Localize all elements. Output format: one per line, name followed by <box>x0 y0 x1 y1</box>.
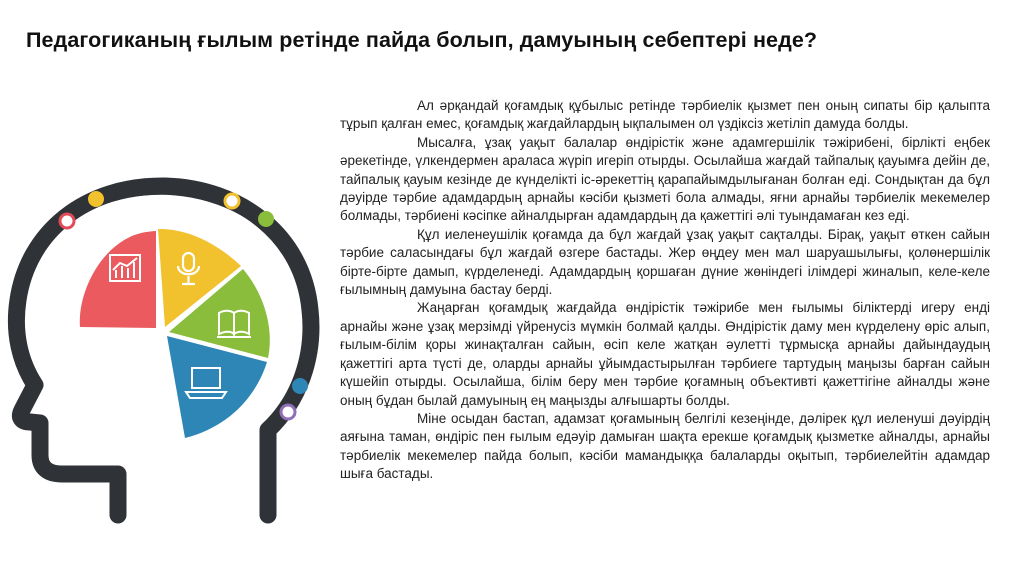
head-infographic <box>0 0 340 574</box>
orbit-dot-red <box>60 214 74 228</box>
orbit-dot-purple <box>281 405 295 419</box>
paragraph: Ал әрқандай қоғамдық құбылыс ретінде тәрбиелік қызмет пен оның сипаты бір қалыпта тұрып қалған емес, қоғамдық жағдайлардың ықпалымен ол үздіксіз жетіліп дамуда болды. <box>340 98 990 132</box>
paragraph: Міне осыдан бастап, адамзат қоғамының белгілі кезеңінде, дәлірек құл иеленуші дәуірдің аяғына таман, өндіріс пен ғылым едәуір дамыған шақта ерекше қоғамдық қызметке айналды, арнайы тәрбиелік мекемелер пайда болып, кәсіби мамандыққа балаларды оқытып, тәрбиелейтін адамдар шыға бастады. <box>340 410 990 482</box>
page-title: Педагогиканың ғылым ретінде пайда болып, дамуының себептері неде? <box>26 28 818 52</box>
body-text <box>340 97 990 484</box>
orbit-dot-yellow-outline <box>225 194 239 208</box>
paragraph: Мысалға, ұзақ уақыт балалар өндірістік және адамгершілік тәжірибені, бірлікті еңбек әрекетінде, үлкендермен араласа жүріп игеріп отырды. Осылайша жағдай тайпалық қауымға дейін де, тайпалық қауым кезінде де күнделікті іс-әрекеттің қарапайымдылығанан болған еді. Сондықтан да бұл дәуірде тәрбие адамдардың арнайы кәсіби қызметі бола алмады, яғни арнайы тәрбиелік мекемелер болмады, тәрбиені кәсіпке айналдырған адамдардың да қажеттігі әлі туындамаған кез еді. <box>340 134 990 224</box>
paragraph: Құл иеленеушілік қоғамда да бұл жағдай ұзақ уақыт сақталды. Бірақ, уақыт өткен сайын тәрбие саласындағы бұл жағдай өзгере бастады. Жер өңдеу мен мал шаруашылығы, қолөнершілік бірте-бірте дамып, күрделенеді. Адамдардың қоршаған дүние жөніндегі ілімдері жиналып, келе-келе ғылымның дамуына бастау берді. <box>340 226 990 298</box>
orbit-dot-green <box>258 211 274 227</box>
orbit-dot-blue <box>292 378 308 394</box>
orbit-dot-yellow <box>88 191 104 207</box>
segment-red <box>80 231 156 328</box>
paragraph: Жаңарған қоғамдық жағдайда өндірістік тәжірибе мен ғылымы біліктерді игеру енді арнайы және ұзақ мерзімді үйренусіз мүмкін болмай қалды. Өндірістік даму мен күрделену өріс алып, ғылым-білім қоры жинақталған сайын, өсіп келе жатқан әулетті тұрмысқа арнайы дайындаудың қажеттігі арта түсті де, оларды арнайы ұйымдастырылған тәрбиеге тартудың маңызы барған сайын күшейіп отырды. Осылайша, білім беру мен тәрбие қоғамның объективті қажеттігіне айналды және оның бұдан былай дамуының ең маңызды алғышарты болды. <box>340 300 990 408</box>
